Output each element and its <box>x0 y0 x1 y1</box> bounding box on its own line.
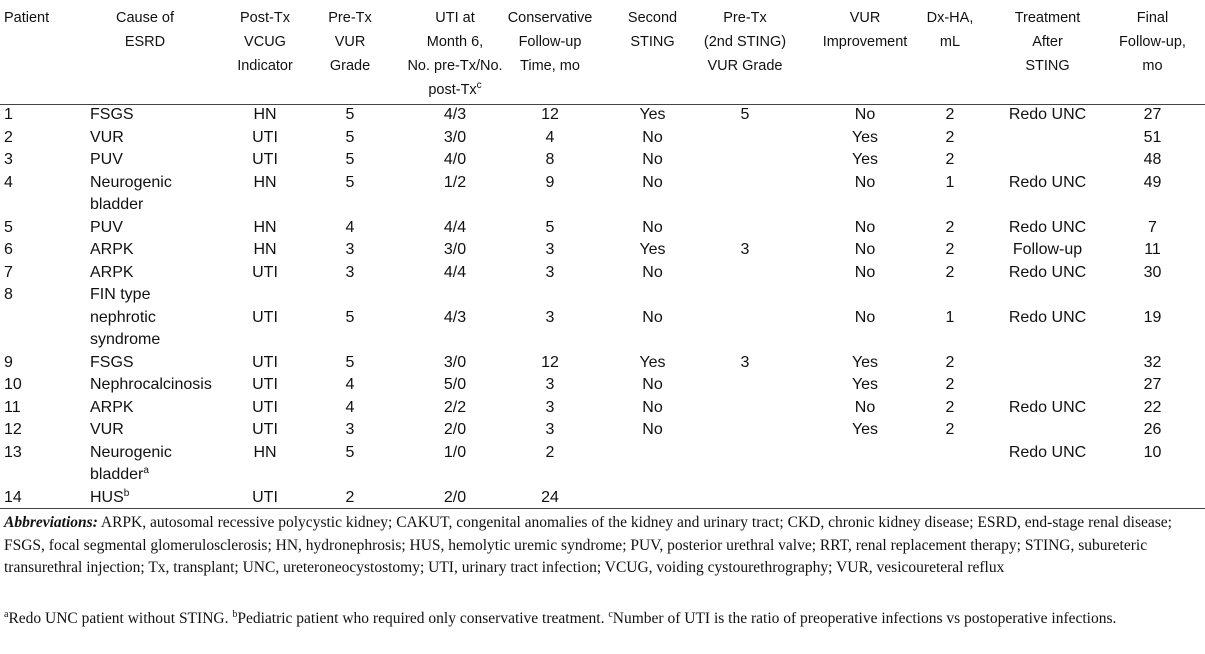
cell-vur: 2 <box>345 488 355 506</box>
cell-second: No <box>642 421 663 438</box>
column-header-treat <box>990 6 1105 78</box>
cell-dxha: 2 <box>945 376 955 393</box>
cell-final: 49 <box>1143 173 1162 191</box>
column-header-line: VCUG <box>244 34 286 50</box>
cell-cause <box>90 352 220 375</box>
cell-vur: 5 <box>345 353 355 371</box>
cell-cause <box>90 104 220 127</box>
cell-uti: 4/3 <box>443 308 467 326</box>
cell-final: 22 <box>1143 398 1162 416</box>
column-header-impr <box>805 6 925 54</box>
cell-pre2: 3 <box>740 241 750 258</box>
column-header-line: Conservative <box>507 10 593 26</box>
cell-second: Yes <box>639 106 666 123</box>
cell-final: 11 <box>1144 241 1161 258</box>
cell-vcug: HN <box>253 173 277 191</box>
cell-dxha: 2 <box>945 263 955 281</box>
cause-footnote-mark: a <box>143 465 149 476</box>
cell-impr: Yes <box>851 421 879 438</box>
cell-treat: Redo UNC <box>1008 173 1087 191</box>
cell-vur: 4 <box>345 218 355 236</box>
cause-line: Nephrocalcinosis <box>90 376 212 393</box>
cell-second: No <box>642 376 663 393</box>
column-header-line: Indicator <box>237 58 293 74</box>
cell-impr: No <box>854 263 876 281</box>
cell-dxha: 2 <box>945 106 955 123</box>
cell-treat: Redo UNC <box>1008 443 1087 461</box>
cell-cons: 3 <box>545 241 555 258</box>
cell-cause <box>90 374 220 397</box>
cell-treat: Redo UNC <box>1008 308 1087 326</box>
cell-second: Yes <box>639 241 666 258</box>
cell-final: 32 <box>1143 353 1162 371</box>
cell-vur: 5 <box>345 128 355 146</box>
cell-second: No <box>642 128 663 146</box>
cause-footnote-mark: b <box>123 487 130 499</box>
column-header-line: STING <box>1025 58 1070 74</box>
footnote-b-mark: b <box>232 609 238 620</box>
column-header-vur <box>305 6 395 78</box>
cell-vur: 5 <box>345 173 355 191</box>
abbreviations-note <box>4 512 1202 580</box>
cell-final: 27 <box>1143 376 1162 393</box>
cause-line: Neurogenic <box>90 173 172 191</box>
column-header-cons <box>495 6 605 78</box>
cell-dxha: 2 <box>945 398 955 416</box>
cell-second: No <box>642 173 663 191</box>
cell-vur: 5 <box>345 106 355 123</box>
table-row <box>0 284 1205 352</box>
cell-impr: Yes <box>851 151 879 168</box>
cell-cons: 24 <box>541 488 559 506</box>
cell-dxha: 2 <box>945 218 955 236</box>
cell-second: No <box>642 398 663 416</box>
cell-vcug: UTI <box>252 353 278 371</box>
cell-vcug: UTI <box>252 488 278 506</box>
column-header-line: Pre-Tx <box>328 10 372 26</box>
footnote-a-text: Redo UNC patient without STING. <box>8 610 233 627</box>
cell-uti: 3/0 <box>443 241 467 258</box>
cell-vur: 5 <box>345 443 355 461</box>
table-bottom-rule <box>0 508 1205 509</box>
cell-cons: 12 <box>541 106 559 123</box>
cell-cons: 4 <box>545 128 555 146</box>
footnote-c-text: Number of UTI is the ratio of preoperative infections vs postoperative infections. <box>612 610 1117 627</box>
cell-impr: Yes <box>851 128 879 146</box>
cell-vur: 4 <box>345 398 355 416</box>
cell-patient: 14 <box>4 488 22 506</box>
cell-uti: 4/0 <box>443 151 467 168</box>
cell-dxha: 2 <box>945 421 955 438</box>
cell-cons: 2 <box>545 443 555 461</box>
cell-patient: 9 <box>4 353 13 371</box>
cell-vcug: UTI <box>252 308 278 326</box>
column-header-line: mo <box>1142 58 1163 74</box>
cell-final: 7 <box>1148 218 1157 236</box>
column-header-line: UTI at <box>435 10 475 26</box>
cell-uti: 2/2 <box>443 398 467 416</box>
column-header-line: Pre-Tx <box>723 10 767 26</box>
cell-impr: Yes <box>851 353 879 371</box>
cell-dxha: 2 <box>945 151 955 168</box>
cause-line: ARPK <box>90 241 134 258</box>
cause-line: FIN type <box>90 286 151 303</box>
cell-impr: No <box>854 241 876 258</box>
cell-cause <box>90 217 220 240</box>
table-row <box>0 217 1205 240</box>
cell-cause <box>90 172 220 217</box>
column-header-line: No. pre-Tx/No. <box>407 58 503 74</box>
cell-final: 30 <box>1143 263 1162 281</box>
column-header-second <box>610 6 695 54</box>
column-header-line: Patient <box>4 10 50 26</box>
cell-cause <box>90 127 220 150</box>
cell-uti: 5/0 <box>443 376 467 393</box>
cause-line: nephrotic <box>90 308 156 326</box>
cell-vur: 4 <box>345 376 355 393</box>
column-header-pre2 <box>695 6 795 78</box>
table-row <box>0 239 1205 262</box>
cell-uti: 4/4 <box>443 263 467 281</box>
cell-dxha: 2 <box>945 128 955 146</box>
cell-impr: No <box>854 173 876 191</box>
footnotes <box>4 608 1202 631</box>
cell-vcug: HN <box>253 218 277 236</box>
cause-line: bladder <box>90 196 144 213</box>
cell-treat: Follow-up <box>1012 241 1083 258</box>
cell-cause <box>90 149 220 172</box>
cell-cons: 3 <box>545 308 555 326</box>
cell-patient: 11 <box>4 398 21 416</box>
table-row <box>0 442 1205 487</box>
cell-vcug: HN <box>253 443 277 461</box>
cell-uti: 4/4 <box>443 218 467 236</box>
table-row <box>0 352 1205 375</box>
cause-line: Neurogenic <box>90 443 172 461</box>
cell-cause <box>90 397 220 420</box>
cell-dxha: 2 <box>945 353 955 371</box>
column-header-line: ESRD <box>124 34 166 50</box>
table-row <box>0 487 1205 510</box>
cell-pre2: 5 <box>740 106 750 123</box>
cell-cause <box>90 262 220 285</box>
cell-cause <box>90 284 220 352</box>
column-header-line: Dx-HA, <box>926 10 974 26</box>
column-header-line: Second <box>627 10 678 26</box>
cell-treat: Redo UNC <box>1008 218 1087 236</box>
cell-treat: Redo UNC <box>1008 263 1087 281</box>
column-header-line: Improvement <box>822 34 908 50</box>
cell-uti: 4/3 <box>443 106 467 123</box>
cell-dxha: 1 <box>945 308 955 326</box>
cell-vcug: UTI <box>252 128 278 146</box>
footnote-c-mark: c <box>608 609 613 620</box>
cell-vcug: UTI <box>252 421 278 438</box>
column-header-line: Grade <box>329 58 371 74</box>
table-row <box>0 104 1205 127</box>
cell-cause <box>90 239 220 262</box>
cell-cons: 3 <box>545 376 555 393</box>
cell-uti: 2/0 <box>443 421 467 438</box>
column-header-line: Follow-up <box>518 34 582 50</box>
column-header-line: post-Tx$^c$ <box>428 80 482 98</box>
table-row <box>0 374 1205 397</box>
abbreviations-text: ARPK, autosomal recessive polycystic kidney; CAKUT, congenital anomalies of the kidney and urinary tract; CKD, chronic kidney disease; ESRD, end-stage renal disease; FSGS, focal segmental glomerulosclerosis; HN, hydronephrosis; HUS, hemolytic uremic syndrome; PUV, posterior urethral valve; RRT, renal replacement therapy; STING, subureteric transurethral injection; Tx, transplant; UNC, ureteroneocystostomy; UTI, urinary tract infection; VCUG, voiding cystourethrography; VUR, vesicoureteral reflux <box>4 514 1172 576</box>
cell-uti: 3/0 <box>443 353 467 371</box>
cause-line: syndrome <box>90 331 161 348</box>
cause-line: VUR <box>90 128 124 146</box>
cell-vcug: UTI <box>252 151 278 168</box>
cell-patient: 7 <box>4 263 13 281</box>
cell-vur: 5 <box>345 151 355 168</box>
cell-vur: 3 <box>345 241 355 258</box>
cell-dxha: 1 <box>945 173 955 191</box>
cell-treat: Redo UNC <box>1008 106 1087 123</box>
column-header-vcug <box>220 6 310 78</box>
cell-cons: 3 <box>545 421 555 438</box>
cause-line: PUV <box>90 218 123 236</box>
cell-cons: 3 <box>545 398 555 416</box>
cell-second: Yes <box>639 353 666 371</box>
cause-line: FSGS <box>90 353 134 371</box>
column-header-dxha <box>910 6 990 54</box>
cell-vcug: UTI <box>252 398 278 416</box>
footnote-b-text: Pediatric patient who required only conservative treatment. <box>237 610 609 627</box>
column-header-line: STING <box>630 34 675 50</box>
cell-cause <box>90 442 220 487</box>
cause-line: ARPK <box>90 263 134 281</box>
column-header-line: Treatment <box>1014 10 1081 26</box>
column-header-line: Time, mo <box>520 58 580 74</box>
column-header-final <box>1105 6 1200 78</box>
cell-final: 27 <box>1143 106 1162 123</box>
cell-dxha: 2 <box>945 241 955 258</box>
cell-cons: 12 <box>541 353 559 371</box>
cell-vur: 5 <box>345 308 355 326</box>
cell-patient: 6 <box>4 241 13 258</box>
cell-patient: 3 <box>4 151 13 168</box>
cell-second: No <box>642 151 663 168</box>
header-footnote-mark: c <box>476 80 482 91</box>
column-header-cause <box>100 6 190 54</box>
cell-cause <box>90 419 220 442</box>
cell-vur: 3 <box>345 421 355 438</box>
table-row <box>0 419 1205 442</box>
cell-cause <box>90 487 220 510</box>
cell-patient: 8 <box>4 286 13 303</box>
cell-final: 19 <box>1143 308 1162 326</box>
table-row <box>0 149 1205 172</box>
column-header-line: mL <box>939 34 961 50</box>
cell-impr: No <box>854 106 876 123</box>
cell-final: 26 <box>1143 421 1162 438</box>
table-row <box>0 397 1205 420</box>
cell-impr: No <box>854 398 876 416</box>
cell-patient: 1 <box>4 106 13 123</box>
column-header-line: After <box>1032 34 1063 50</box>
footnote-a-mark: a <box>4 609 9 620</box>
cell-final: 48 <box>1143 151 1162 168</box>
column-header-line: Post-Tx <box>240 10 290 26</box>
cause-line: PUV <box>90 151 123 168</box>
column-header-line: (2nd STING) <box>703 34 787 50</box>
table-row <box>0 127 1205 150</box>
abbreviations-title: Abbreviations: <box>4 514 98 531</box>
cell-pre2: 3 <box>740 353 750 371</box>
cell-treat: Redo UNC <box>1008 398 1087 416</box>
column-header-line: VUR <box>849 10 881 26</box>
cell-final: 10 <box>1143 443 1162 461</box>
cell-second: No <box>642 308 663 326</box>
column-header-line: VUR Grade <box>707 58 783 74</box>
cell-patient: 4 <box>4 173 13 191</box>
cell-patient: 13 <box>4 443 22 461</box>
cell-cons: 9 <box>545 173 555 191</box>
cell-uti: 1/0 <box>443 443 467 461</box>
column-header-line: Month 6, <box>426 34 484 50</box>
cell-uti: 2/0 <box>443 488 467 506</box>
cell-vcug: UTI <box>252 376 278 393</box>
cell-cons: 5 <box>545 218 555 236</box>
cell-uti: 1/2 <box>443 173 467 191</box>
cell-cons: 3 <box>545 263 555 281</box>
column-header-line: VUR <box>334 34 366 50</box>
table-row <box>0 262 1205 285</box>
cell-vcug: HN <box>253 241 277 258</box>
cell-patient: 2 <box>4 128 13 146</box>
cell-patient: 5 <box>4 218 13 236</box>
cell-patient: 10 <box>4 376 22 393</box>
cell-impr: No <box>854 218 876 236</box>
cell-second: No <box>642 218 663 236</box>
cause-line: ARPK <box>90 398 134 416</box>
cell-impr: Yes <box>851 376 879 393</box>
column-header-line: Follow-up, <box>1119 34 1186 50</box>
column-header-patient <box>4 6 64 30</box>
cell-vur: 3 <box>345 263 355 281</box>
column-header-line: Final <box>1136 10 1169 26</box>
cell-second: No <box>642 263 663 281</box>
cause-line: VUR <box>90 421 124 438</box>
cell-cons: 8 <box>545 151 555 168</box>
cell-vcug: HN <box>253 106 277 123</box>
cause-line: HUS$^b$ <box>90 487 130 506</box>
cell-vcug: UTI <box>252 263 278 281</box>
cell-final: 51 <box>1143 128 1162 146</box>
table-row <box>0 172 1205 217</box>
column-header-line: Cause of <box>115 10 175 26</box>
cause-line: FSGS <box>90 106 134 123</box>
cell-patient: 12 <box>4 421 22 438</box>
cell-impr: No <box>854 308 876 326</box>
cause-line: bladder$^a$ <box>90 465 149 483</box>
cell-uti: 3/0 <box>443 128 467 146</box>
